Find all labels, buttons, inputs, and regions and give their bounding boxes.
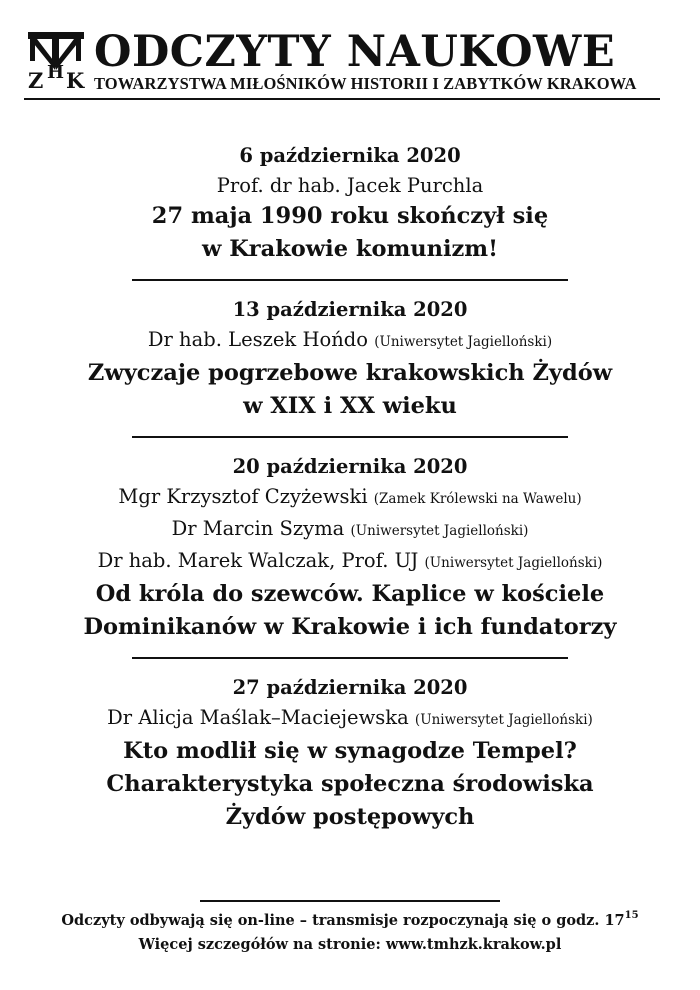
page-header <box>24 26 662 98</box>
lecture-item <box>0 141 700 266</box>
page-title: ODCZYTY NAUKOWE <box>94 27 616 77</box>
lecture-title-line: Żydów postępowych <box>225 804 475 830</box>
lecture-title-line: w XIX i XX wieku <box>243 393 457 419</box>
footer-schedule-text: Odczyty odbywają się on-line – transmisje rozpoczynają się o godz. 17 <box>61 912 625 929</box>
speaker-affiliation: (Zamek Królewski na Wawelu) <box>373 491 582 507</box>
lecture-date: 20 października 2020 <box>232 455 468 478</box>
lecture-title-line: Kto modlił się w synagodze Tempel? <box>123 738 577 764</box>
lecture-date: 6 października 2020 <box>239 144 461 167</box>
lecture-title-line: Zwyczaje pogrzebowe krakowskich Żydów <box>87 360 613 386</box>
lecture-divider <box>132 657 568 659</box>
speaker-name: Dr hab. Marek Walczak, Prof. UJ <box>97 549 419 572</box>
footer-time-minutes: 15 <box>624 910 639 922</box>
lecture-speaker <box>0 546 700 578</box>
speaker-affiliation: (Uniwersytet Jagielloński) <box>414 712 593 728</box>
lecture-speaker <box>0 325 700 357</box>
lecture-list <box>0 141 700 834</box>
footer-schedule-note <box>0 909 700 933</box>
lecture-speaker <box>0 171 700 200</box>
lecture-title-line: w Krakowie komunizm! <box>202 236 498 262</box>
page-subtitle: TOWARZYSTWA MIŁOŚNIKÓW HISTORII I ZABYTKÓW KRAKOWA <box>94 74 637 93</box>
lecture-title-line: Dominikanów w Krakowie i ich fundatorzy <box>83 614 617 640</box>
lecture-speaker <box>0 703 700 735</box>
lecture-title-line: 27 maja 1990 roku skończył się <box>151 203 549 229</box>
lecture-divider <box>132 436 568 438</box>
lecture-item <box>0 295 700 423</box>
lecture-divider <box>132 279 568 281</box>
logo-letter-k: K <box>66 68 85 92</box>
logo-letter-z: Z <box>28 68 44 92</box>
page-footer <box>0 909 700 957</box>
speaker-name: Mgr Krzysztof Czyżewski <box>118 485 368 508</box>
header-divider <box>24 98 660 100</box>
speaker-name: Dr Alicja Maślak–Maciejewska <box>107 706 409 729</box>
lecture-date: 13 października 2020 <box>232 298 468 321</box>
speaker-name: Dr hab. Leszek Hońdo <box>147 328 368 351</box>
speaker-name: Dr Marcin Szyma <box>171 517 345 540</box>
speaker-name: Prof. dr hab. Jacek Purchla <box>216 174 484 197</box>
tmhzk-logo <box>26 30 90 92</box>
footer-divider <box>200 900 500 902</box>
lecture-title-line: Od króla do szewców. Kaplice w kościele <box>95 581 605 607</box>
lecture-title-line: Charakterystyka społeczna środowiska <box>106 771 594 797</box>
speaker-affiliation: (Uniwersytet Jagielloński) <box>424 555 603 571</box>
lecture-item <box>0 452 700 644</box>
lecture-date: 27 października 2020 <box>232 676 468 699</box>
lecture-item <box>0 673 700 834</box>
logo-letter-h: H <box>47 62 65 83</box>
speaker-affiliation: (Uniwersytet Jagielloński) <box>350 523 529 539</box>
speaker-affiliation: (Uniwersytet Jagielloński) <box>374 334 553 350</box>
footer-website-note: Więcej szczegółów na stronie: www.tmhzk.krakow.pl <box>138 936 562 953</box>
lecture-speaker <box>0 514 700 546</box>
lecture-speaker <box>0 482 700 514</box>
